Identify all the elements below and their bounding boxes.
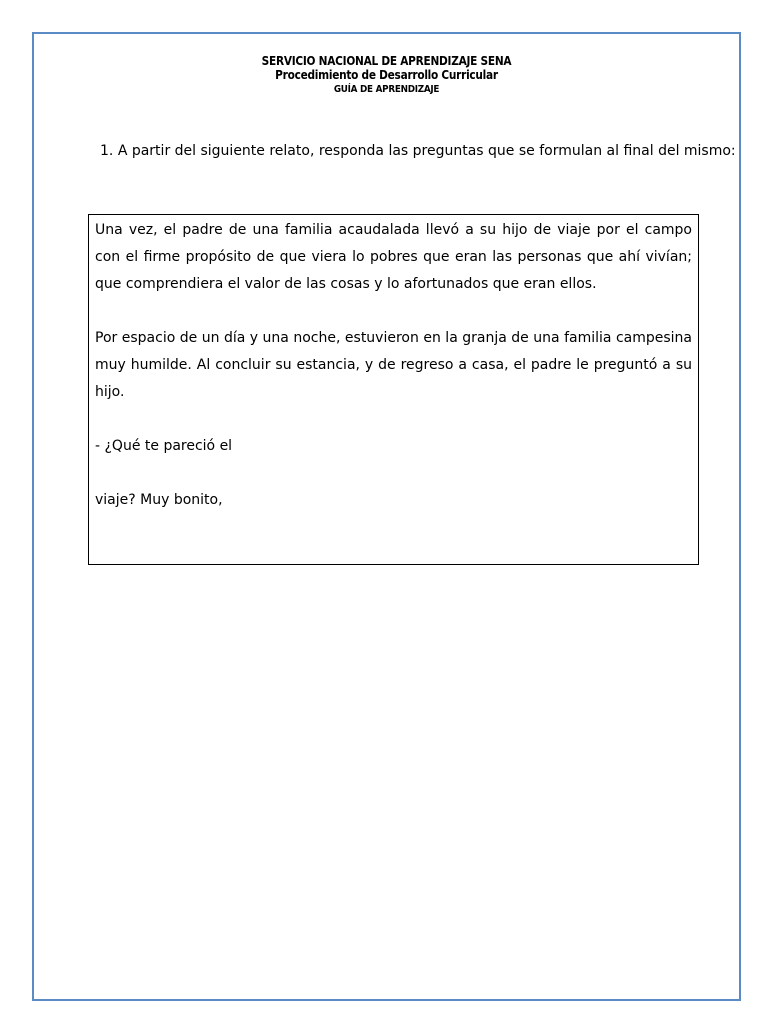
header-guide-title: GUÍA DE APRENDIZAJE	[333, 84, 440, 95]
story-paragraph-3: - ¿Qué te pareció el	[95, 438, 233, 454]
header-procedure: Procedimiento de Desarrollo Curricular	[275, 68, 498, 82]
story-box	[88, 214, 699, 565]
page-frame	[32, 32, 741, 1001]
story-paragraph-2: Por espacio de un día y una noche, estuvieron en la granja de una familia campesina muy humilde. Al concluir su estancia, y de regreso a casa, el padre le preguntó a su hijo.	[95, 330, 692, 400]
question-number: 1.	[100, 143, 114, 159]
story-paragraph-4: viaje? Muy bonito,	[95, 492, 223, 508]
story-paragraph-1: Una vez, el padre de una familia acaudalada llevó a su hijo de viaje por el campo con el firme propósito de que viera lo pobres que eran las personas que ahí vivían; que comprendiera el valor de las cosas y lo afortunados que eran ellos.	[95, 222, 692, 292]
document-header	[34, 54, 739, 96]
header-institution: SERVICIO NACIONAL DE APRENDIZAJE SENA	[261, 54, 512, 68]
question-text: A partir del siguiente relato, responda las preguntas que se formulan al final del mismo:	[117, 143, 736, 159]
question-1	[86, 144, 736, 159]
